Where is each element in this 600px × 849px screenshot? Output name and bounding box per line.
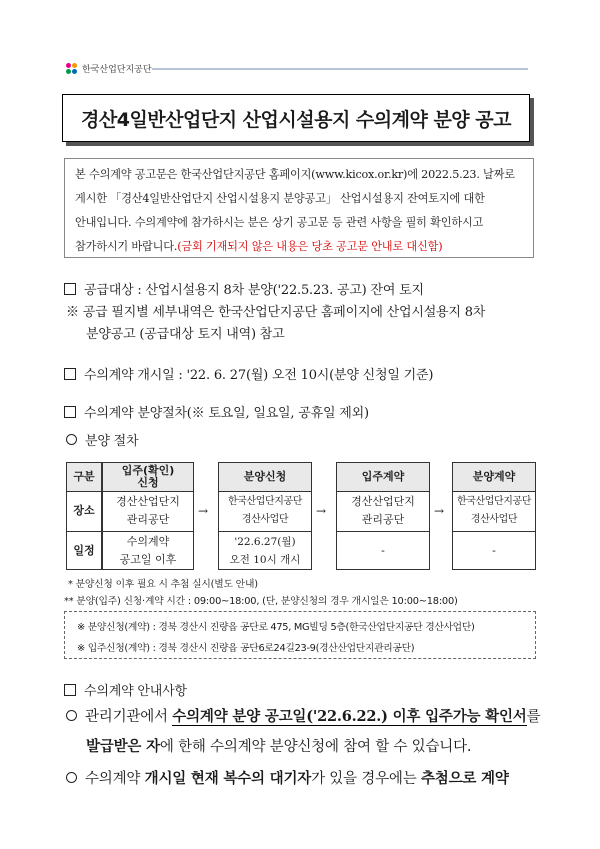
footnote-1: * 분양신청 이후 필요 시 추첨 실시(별도 안내) xyxy=(68,579,258,590)
start-date-text: 수의계약 개시일 : '22. 6. 27(월) 오전 10시(분양 신청일 기준) xyxy=(84,368,434,383)
section-start-date xyxy=(64,364,433,383)
notice-red-text: (금회 기재되지 않은 내용은 당초 공고문 안내로 대신함) xyxy=(177,240,443,253)
step-4-place: 한국산업단지공단 경산사업단 xyxy=(453,491,535,532)
step-1-place: 경산산업단지 관리공단 xyxy=(103,491,193,532)
step-2-header: 분양신청 xyxy=(219,463,311,492)
supply-note-line-1: ※ 공급 필지별 세부내역은 한국산업단지공단 홈페이지에 산업시설용지 8차 xyxy=(66,305,486,320)
address-box xyxy=(64,611,536,659)
section-guide xyxy=(64,680,187,699)
flow-arrow-icon: → xyxy=(434,504,445,518)
step-4-schedule: - xyxy=(492,544,496,557)
guide-emphasis: 추첨으로 계약 xyxy=(420,770,509,787)
step-4-header: 분양계약 xyxy=(453,463,535,492)
notice-line-4 xyxy=(75,235,523,259)
flow-step-3 xyxy=(336,462,430,570)
flow-step-4 xyxy=(452,462,536,570)
step-2-schedule: '22.6.27(월) 오전 10시 개시 xyxy=(229,536,301,566)
org-name: 한국산업단지공단 xyxy=(82,65,152,75)
guide-emphasis: 개시일 현재 복수의 대기자 xyxy=(144,770,312,787)
checkbox-square-icon xyxy=(64,684,76,696)
flow-arrow-icon: → xyxy=(316,504,327,518)
notice-line-3: 안내입니다. 수의계약에 참가하시는 분은 상기 공고문 등 관련 사항을 필히 확인하시고 xyxy=(75,216,484,229)
circle-bullet-icon xyxy=(66,772,77,783)
circle-bullet-icon xyxy=(66,710,77,721)
section-procedure xyxy=(64,402,369,421)
legend-place: 장소 xyxy=(67,491,101,532)
guide-item-1-line-2 xyxy=(66,732,546,762)
step-3-header: 입주계약 xyxy=(337,463,429,492)
procedure-sub-text: 분양 절차 xyxy=(85,434,139,449)
step-3-schedule: - xyxy=(381,544,385,557)
procedure-text: 수의계약 분양절차(※ 토요일, 일요일, 공휴일 제외) xyxy=(84,406,369,421)
flow-legend xyxy=(66,462,102,570)
guide-text: 관리기관에서 xyxy=(85,709,173,725)
address-2: ※ 입주신청(계약) : 경북 경산시 진량읍 공단6로24길23-9(경산산업단지관리공단) xyxy=(77,643,415,654)
checkbox-square-icon xyxy=(64,283,76,295)
flow-arrow-icon: → xyxy=(198,504,209,518)
footnote-2: ** 분양(입주) 신청·계약 시간 : 09:00~18:00, (단, 분양신청의 경우 개시일은 10:00~18:00) xyxy=(64,596,458,607)
notice-line-4-text: 참가하시기 바랍니다. xyxy=(75,240,178,253)
logo-mark-icon xyxy=(66,63,78,75)
checkbox-square-icon xyxy=(64,368,76,380)
guide-item-1-line-1 xyxy=(66,702,546,732)
step-2-place: 한국산업단지공단 경산사업단 xyxy=(219,491,311,532)
step-1-schedule: 수의계약 공고일 이후 xyxy=(119,535,177,566)
supply-note-line-2: 분양공고 (공급대상 토지 내역) 참고 xyxy=(86,327,285,342)
notice-line-1: 본 수의계약 공고문은 한국산업단지공단 홈페이지(www.kicox.or.kr)에 2022.5.23. 날짜로 xyxy=(75,168,515,181)
guide-emphasis: 수의계약 분양 공고일('22.6.22.) 이후 입주가능 확인서 xyxy=(172,708,527,725)
page-title: 경산4일반산업단지 산업시설용지 수의계약 분양 공고 xyxy=(81,108,511,131)
address-1: ※ 분양신청(계약) : 경북 경산시 진량읍 공단로 475, MG빌딩 5층(한국산업단지공단 경산사업단) xyxy=(77,622,475,633)
org-logo xyxy=(66,62,152,75)
step-3-place: 경산산업단지 관리공단 xyxy=(337,491,429,532)
guide-item-2 xyxy=(66,764,546,794)
notice-line-2: 게시한 「경산4일반산업단지 산업시설용지 분양공고」 산업시설용지 잔여토지에 대한 xyxy=(75,192,485,205)
guide-item-1 xyxy=(66,702,546,762)
supply-note xyxy=(66,302,485,346)
guide-text: 가 있을 경우에는 xyxy=(311,771,421,787)
procedure-sub xyxy=(66,430,138,449)
legend-header: 구분 xyxy=(67,463,101,492)
circle-bullet-icon xyxy=(66,434,77,445)
guide-text: 에 한해 수의계약 분양신청에 참여 할 수 있습니다. xyxy=(159,739,472,755)
supply-text: 공급대상 : 산업시설용지 8차 분양('22.5.23. 공고) 잔여 토지 xyxy=(84,283,424,298)
section-supply xyxy=(64,279,424,298)
guide-text: 를 xyxy=(526,709,541,725)
step-1-header: 입주(확인) 신청 xyxy=(103,463,193,492)
flow-step-1 xyxy=(102,462,194,570)
guide-emphasis: 발급받은 자 xyxy=(86,738,160,755)
title-box xyxy=(62,94,530,142)
checkbox-square-icon xyxy=(64,406,76,418)
legend-schedule: 일정 xyxy=(73,544,95,557)
guide-text: 수의계약 xyxy=(85,771,145,787)
header-divider xyxy=(152,68,528,70)
guide-heading: 수의계약 안내사항 xyxy=(84,684,187,699)
flow-step-2 xyxy=(218,462,312,570)
notice-box xyxy=(64,158,534,258)
